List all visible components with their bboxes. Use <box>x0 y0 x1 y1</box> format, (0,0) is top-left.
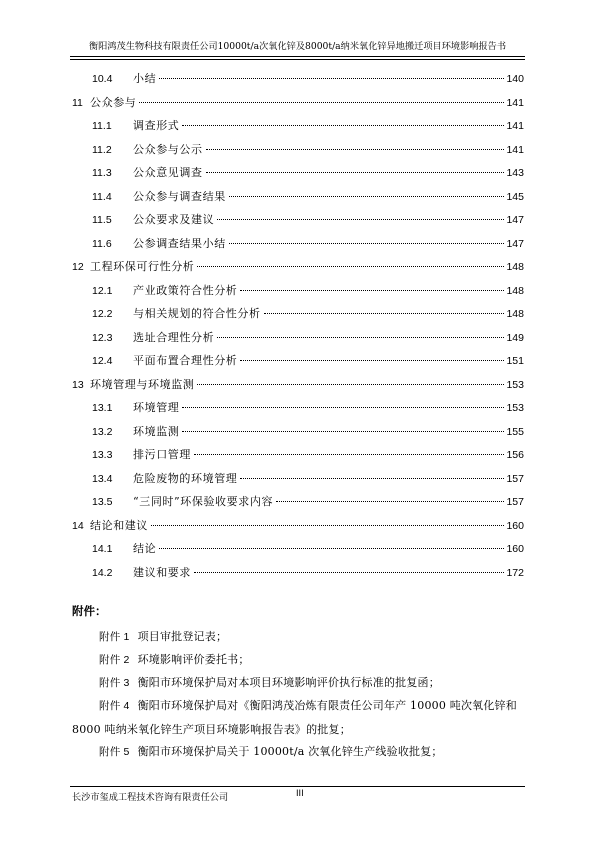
toc-entry[interactable] <box>92 142 524 158</box>
toc-entry[interactable] <box>92 494 524 510</box>
attachment-text: 环境影响评价委托书； <box>137 653 250 666</box>
toc-entry[interactable] <box>72 259 524 275</box>
attachment-label: 附件 2 <box>99 654 130 666</box>
toc-dot-leader <box>194 572 504 573</box>
attachment-item <box>72 625 524 649</box>
toc-entry-page: 143 <box>506 167 524 179</box>
toc-entry-title: “三同时”环保验收要求内容 <box>133 495 274 508</box>
running-header: 衡阳鸿茂生物科技有限责任公司10000t/a次氧化锌及8000t/a纳米氧化锌异地搬迁项目环境影响报告书 <box>88 41 507 52</box>
attachment-text: 项目审批登记表； <box>137 630 228 643</box>
toc-dot-leader <box>240 360 504 361</box>
toc-entry-title: 产业政策符合性分析 <box>133 283 238 297</box>
toc-entry-title: 环境管理 <box>133 401 180 414</box>
toc-entry-title: 环境监测 <box>133 424 180 438</box>
toc-entry[interactable] <box>92 283 524 299</box>
toc-dot-leader <box>264 313 505 314</box>
toc-entry-title: 公众意见调查 <box>133 166 203 179</box>
toc-entry-title: 工程环保可行性分析 <box>90 260 195 273</box>
toc-entry[interactable] <box>92 189 524 205</box>
toc-entry-number: 11.5 <box>92 214 112 226</box>
toc-entry[interactable] <box>92 118 524 134</box>
toc-entry-number: 12 <box>72 261 84 273</box>
toc-entry[interactable] <box>92 565 524 581</box>
toc-entry-page: 147 <box>506 214 524 226</box>
toc-entry-page: 141 <box>506 96 524 109</box>
header-rule-thin <box>70 59 525 60</box>
toc-entry-page: 157 <box>506 496 524 508</box>
toc-entry[interactable] <box>92 541 524 557</box>
toc-dot-leader <box>159 548 504 549</box>
toc-entry-title: 公众要求及建议 <box>133 213 215 226</box>
toc-entry-number: 12.3 <box>92 331 113 344</box>
toc-dot-leader <box>182 431 504 432</box>
toc-entry[interactable] <box>92 424 524 440</box>
toc-entry[interactable] <box>72 377 524 393</box>
toc-entry-title: 公众参与调查结果 <box>133 189 226 203</box>
toc-entry[interactable] <box>92 165 524 181</box>
toc-entry-title: 平面布置合理性分析 <box>133 354 238 367</box>
toc-dot-leader <box>206 172 505 173</box>
toc-entry-page: 148 <box>506 284 524 297</box>
toc-dot-leader <box>182 407 504 408</box>
toc-entry-number: 13.2 <box>92 425 113 438</box>
toc-dot-leader <box>240 478 504 479</box>
toc-entry-title: 小结 <box>133 72 157 85</box>
toc-entry-title: 公众参与公示 <box>133 142 203 156</box>
toc-entry[interactable] <box>92 471 524 487</box>
attachment-text: 衡阳市环境保护局对本项目环境影响评价执行标准的批复函； <box>137 676 440 689</box>
toc-dot-leader <box>206 149 505 150</box>
toc-entry-title: 环境管理与环境监测 <box>90 377 195 391</box>
toc-entry[interactable] <box>92 236 524 252</box>
toc-dot-leader <box>240 290 504 291</box>
page-number: III <box>296 788 304 798</box>
attachments-heading: 附件： <box>72 604 107 618</box>
toc-entry-title: 与相关规划的符合性分析 <box>133 307 261 320</box>
toc-entry[interactable] <box>92 400 524 416</box>
attachment-item <box>72 648 524 672</box>
toc-entry-number: 12.1 <box>92 284 113 297</box>
toc-entry-number: 13.1 <box>92 402 113 414</box>
toc-entry-number: 12.4 <box>92 355 113 367</box>
toc-dot-leader <box>197 384 504 385</box>
toc-entry-number: 11.2 <box>92 143 112 156</box>
toc-dot-leader <box>159 78 504 79</box>
toc-entry-number: 11.3 <box>92 167 112 179</box>
attachment-label: 附件 1 <box>99 631 130 643</box>
toc-entry-title: 选址合理性分析 <box>133 330 215 344</box>
toc-entry-page: 140 <box>506 73 524 85</box>
toc-entry-number: 14.2 <box>92 566 113 579</box>
toc-entry-title: 结论 <box>133 542 157 555</box>
toc-entry[interactable] <box>92 212 524 228</box>
toc-dot-leader <box>217 219 504 220</box>
attachment-item <box>72 740 524 764</box>
toc-entry-number: 13.3 <box>92 449 113 461</box>
attachment-label: 附件 4 <box>99 700 130 712</box>
toc-entry-page: 160 <box>506 519 524 532</box>
toc-entry-number: 13.5 <box>92 496 113 508</box>
toc-entry-title: 调查形式 <box>133 119 180 132</box>
toc-entry[interactable] <box>72 518 524 534</box>
toc-entry-page: 145 <box>506 190 524 203</box>
toc-dot-leader <box>182 125 504 126</box>
toc-entry-number: 10.4 <box>92 73 113 85</box>
toc-entry[interactable] <box>92 353 524 369</box>
attachment-item <box>72 694 524 741</box>
toc-entry-page: 148 <box>506 261 524 273</box>
attachment-text: 衡阳市环境保护局关于 10000t/a 次氧化锌生产线验收批复； <box>137 745 443 758</box>
toc-entry-number: 11.6 <box>92 237 112 250</box>
toc-entry-title: 危险废物的环境管理 <box>133 471 238 485</box>
toc-dot-leader <box>229 196 505 197</box>
toc-dot-leader <box>139 102 504 103</box>
toc-entry-page: 172 <box>506 566 524 579</box>
toc-entry-page: 153 <box>506 378 524 391</box>
toc-entry[interactable] <box>72 95 524 111</box>
toc-dot-leader <box>197 266 504 267</box>
toc-entry[interactable] <box>92 330 524 346</box>
toc-dot-leader <box>194 454 504 455</box>
toc-entry-number: 11.4 <box>92 190 112 203</box>
toc-entry-number: 13.4 <box>92 472 113 485</box>
toc-entry-page: 149 <box>506 331 524 344</box>
toc-entry-number: 14.1 <box>92 543 113 555</box>
toc-entry-title: 公众参与 <box>90 95 137 109</box>
toc-entry-page: 156 <box>506 449 524 461</box>
attachment-text: 衡阳市环境保护局对《衡阳鸿茂冶炼有限责任公司年产 10000 吨次氧化锌和 8000 吨纳米氧化锌生产项目环境影响报告表》的批复； <box>72 699 517 736</box>
toc-entry-page: 148 <box>506 308 524 320</box>
toc-entry-number: 11 <box>72 96 83 109</box>
toc-entry-page: 160 <box>506 543 524 555</box>
toc-entry-page: 157 <box>506 472 524 485</box>
footer-rule <box>70 786 525 787</box>
toc-dot-leader <box>217 337 504 338</box>
header-rule <box>70 56 525 57</box>
toc-entry[interactable] <box>92 71 524 87</box>
toc-entry-title: 公参调查结果小结 <box>133 236 226 250</box>
toc-entry-title: 建议和要求 <box>133 565 191 579</box>
toc-dot-leader <box>151 525 504 526</box>
toc-entry-page: 141 <box>506 143 524 156</box>
attachment-label: 附件 3 <box>99 677 130 689</box>
toc-entry-title: 排污口管理 <box>133 448 191 461</box>
toc-dot-leader <box>276 501 504 502</box>
toc-entry-page: 155 <box>506 425 524 438</box>
toc-entry-number: 11.1 <box>92 120 112 132</box>
toc-entry-page: 151 <box>506 355 524 367</box>
toc-entry[interactable] <box>92 306 524 322</box>
toc-entry-number: 14 <box>72 519 84 532</box>
footer-company: 长沙市玺成工程技术咨询有限责任公司 <box>72 792 229 803</box>
toc-entry-page: 147 <box>506 237 524 250</box>
toc-entry-page: 141 <box>506 120 524 132</box>
toc-entry-title: 结论和建议 <box>90 518 148 532</box>
toc-dot-leader <box>229 243 505 244</box>
toc-entry-page: 153 <box>506 402 524 414</box>
attachment-item <box>72 671 524 695</box>
toc-entry-number: 13 <box>72 378 84 391</box>
toc-entry[interactable] <box>92 447 524 463</box>
toc-entry-number: 12.2 <box>92 308 113 320</box>
attachment-label: 附件 5 <box>99 746 130 758</box>
